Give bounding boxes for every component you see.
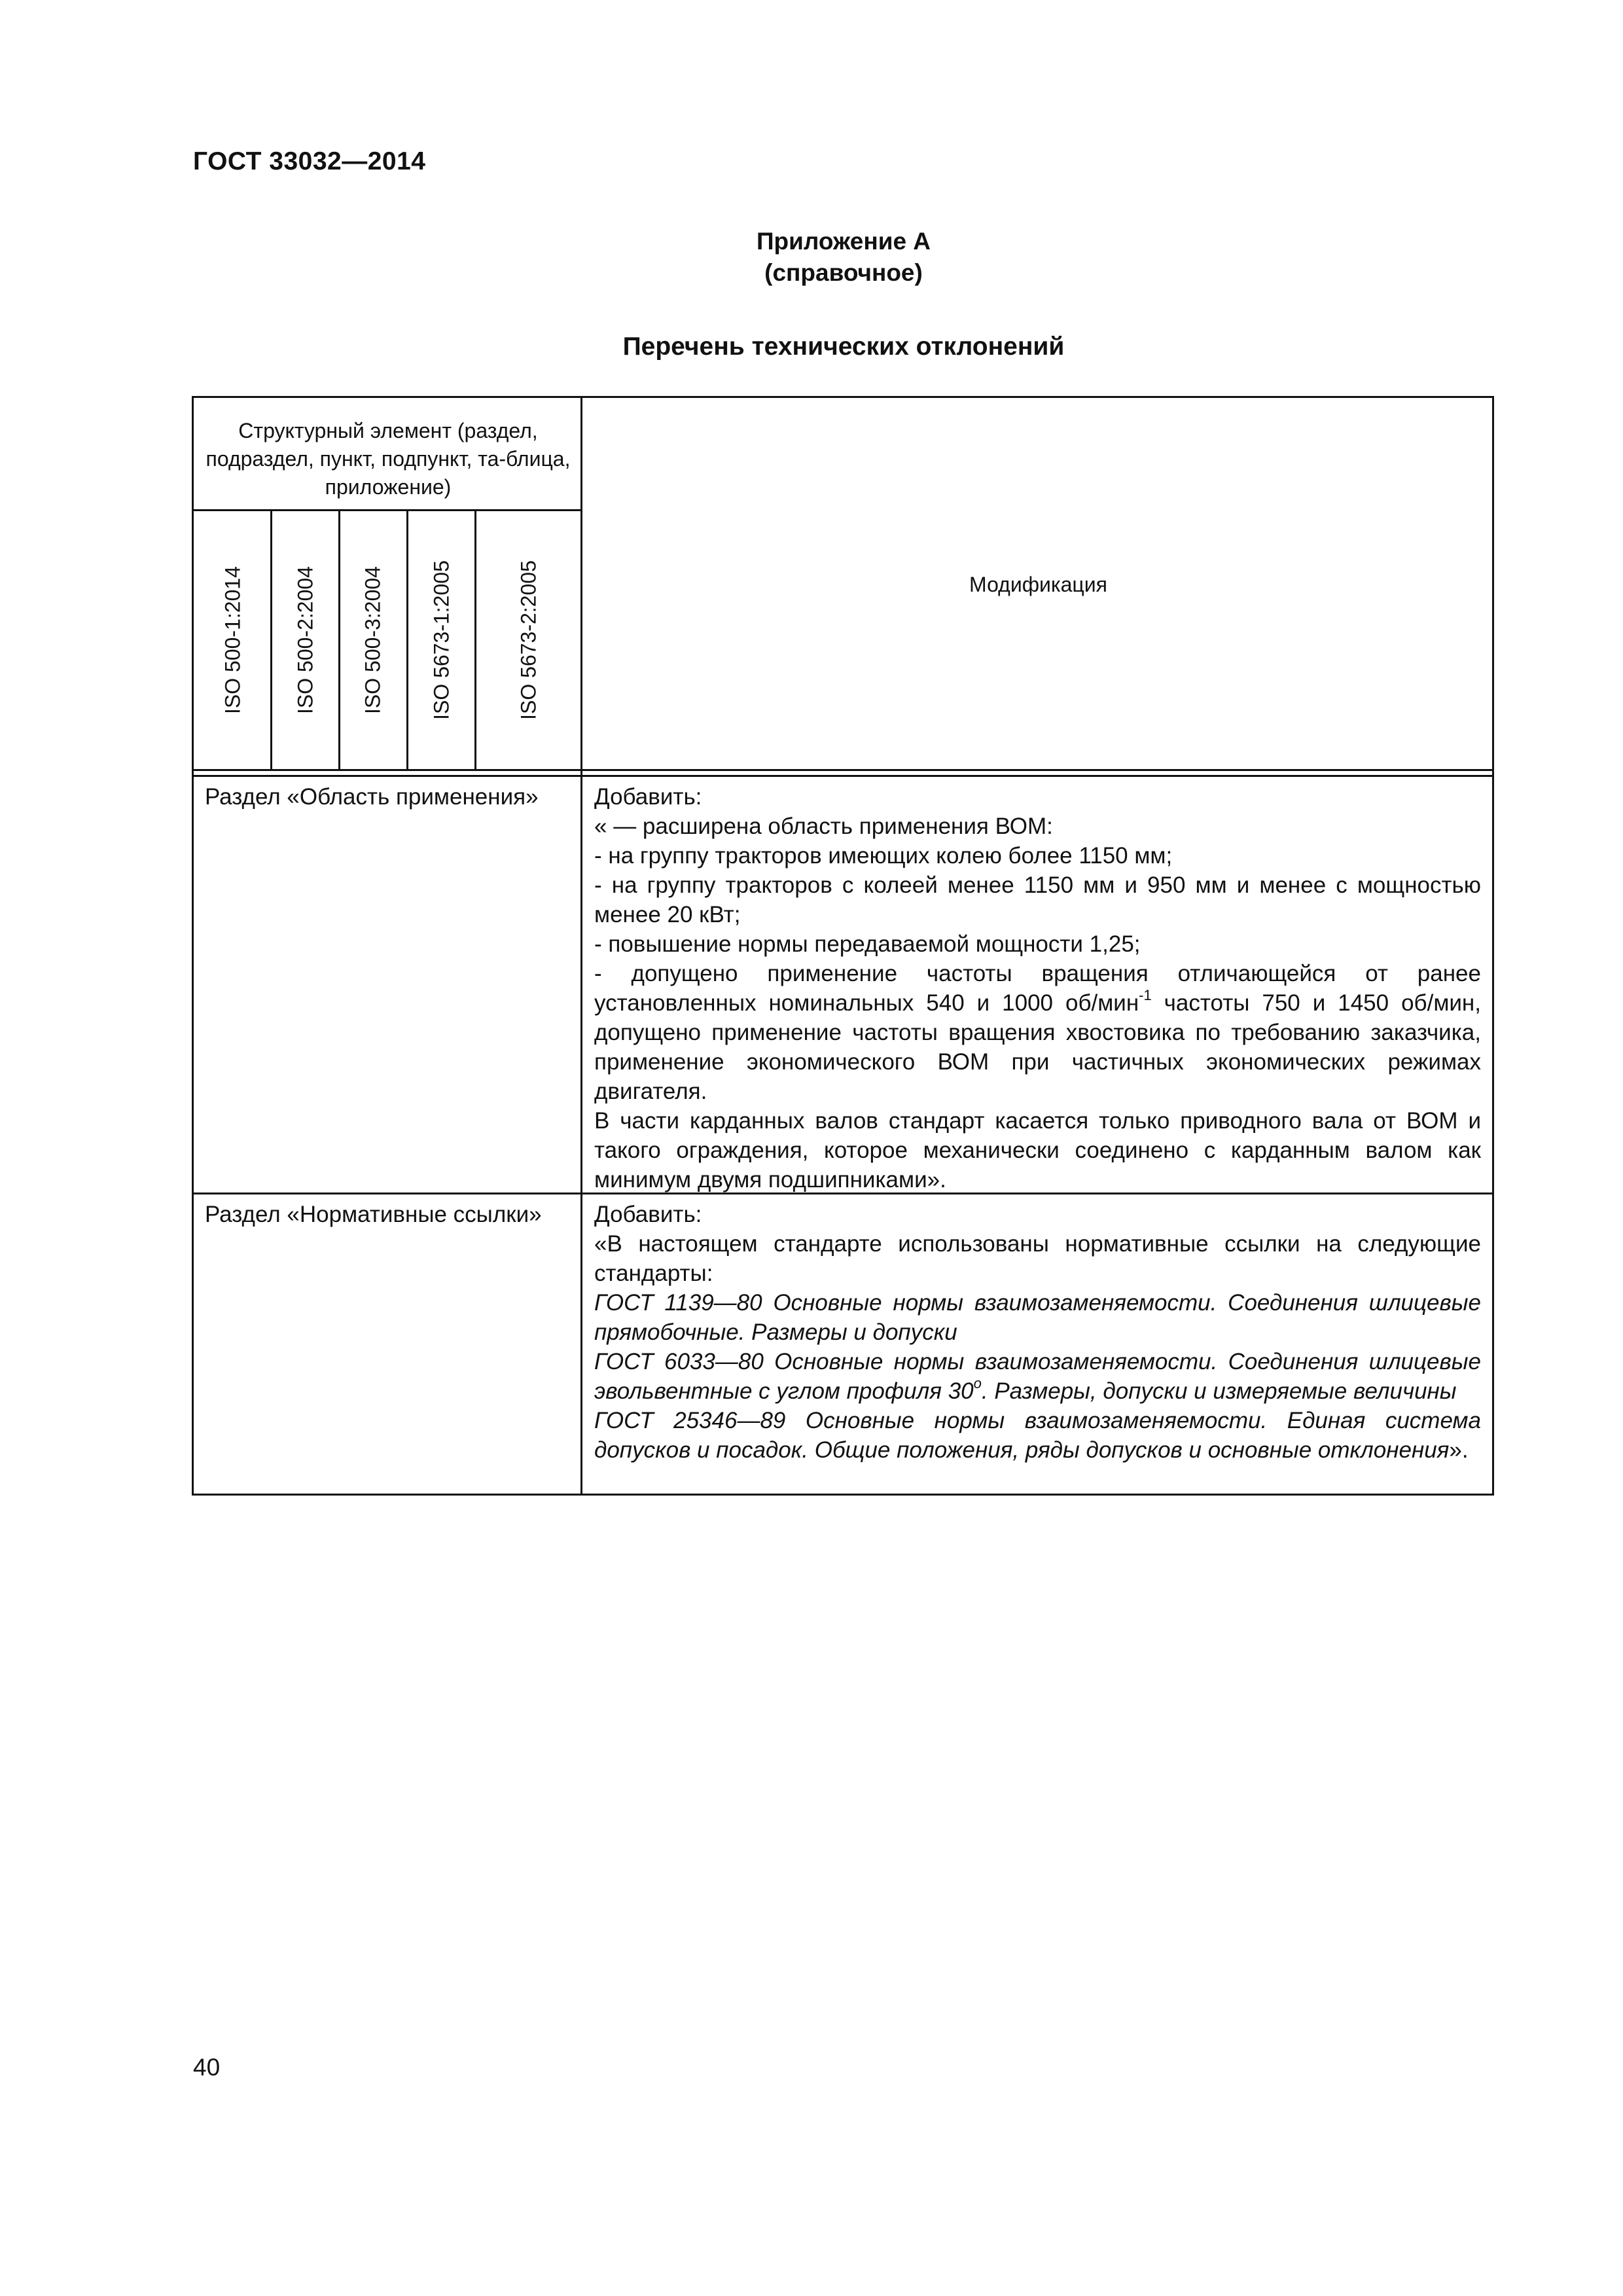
- row1-line5-end: частоты 750 и 1450 об/мин, допущено применение частоты вращения хвостовика по требованию заказчика, применение экономического ВОМ при частичных экономических режимах двигателя.: [594, 990, 1481, 1104]
- std-col-divider-4: [474, 509, 476, 771]
- header-subdivider: [192, 509, 582, 511]
- row1-line3: - на группу тракторов с колеей менее 1150 мм и 950 мм и менее с мощностью менее 20 кВт;: [594, 872, 1481, 927]
- row2-intro: «В настоящем стандарте использованы нормативные ссылки на следующие стандарты:: [594, 1231, 1481, 1286]
- row2-ref2-start: ГОСТ 6033—80 Основные нормы взаимозаменяемости. Соединения шлицевые эвольвентные с углом профиля 30: [594, 1349, 1481, 1404]
- row2-element: Раздел «Нормативные ссылки»: [205, 1202, 542, 1227]
- page-number: 40: [193, 2054, 221, 2081]
- appendix-title-line2: (справочное): [764, 259, 923, 286]
- row2-ref2-superscript: о: [973, 1375, 982, 1392]
- row1-line2: - на группу тракторов имеющих колею более 1150 мм;: [594, 843, 1173, 869]
- table-title: Перечень технических отклонений: [622, 332, 1065, 361]
- standard-label: ISO 5673-2:2005: [516, 560, 541, 720]
- std-col-divider-3: [406, 509, 408, 771]
- row1-line5-superscript: -1: [1139, 987, 1152, 1004]
- standard-label: ISO 500-3:2004: [361, 565, 385, 714]
- row1-line1: « — расширена область применения ВОМ:: [594, 814, 1053, 839]
- header-modification: Модификация: [969, 573, 1107, 596]
- header-structural-element: Структурный элемент (раздел, подраздел, пункт, подпункт, та-блица, приложение): [205, 419, 571, 499]
- row2-ref2: [594, 1347, 1481, 1406]
- row2-ref1: ГОСТ 1139—80 Основные нормы взаимозаменяемости. Соединения шлицевые прямобочные. Размеры и допуски: [594, 1290, 1481, 1345]
- row2-ref2-end: . Размеры, допуски и измеряемые величины: [981, 1378, 1457, 1404]
- row1-element: Раздел «Область применения»: [205, 784, 539, 810]
- row1-line6: В части карданных валов стандарт касается только приводного вала от ВОМ и такого ограждения, которое механически соединено с карданным валом как минимум двумя подшипниками».: [594, 1108, 1481, 1193]
- row2-modification: [594, 1200, 1481, 1465]
- row2-add: Добавить:: [594, 1202, 702, 1227]
- row1-line5: [594, 959, 1481, 1106]
- header-bottom-line-1: [192, 769, 1494, 771]
- row1-line4: - повышение нормы передаваемой мощности 1,25;: [594, 931, 1141, 957]
- row2-ref3-end: ».: [1449, 1437, 1469, 1463]
- row1-add: Добавить:: [594, 784, 702, 810]
- row2-ref3-text: ГОСТ 25346—89 Основные нормы взаимозаменяемости. Единая система допусков и посадок. Общие положения, ряды допусков и основные отклонения: [594, 1408, 1481, 1463]
- row1-modification: [594, 782, 1481, 1194]
- std-col-divider-1: [270, 509, 272, 771]
- row2-ref3: [594, 1406, 1481, 1465]
- table-column-divider: [580, 396, 582, 1496]
- standard-label: ISO 5673-1:2005: [429, 560, 454, 720]
- appendix-title: [0, 226, 1623, 289]
- appendix-title-line1: Приложение А: [756, 228, 931, 255]
- std-col-divider-2: [338, 509, 340, 771]
- document-code: ГОСТ 33032—2014: [193, 147, 426, 175]
- standard-label: ISO 500-1:2014: [221, 565, 245, 714]
- header-bottom-line-2: [192, 775, 1494, 777]
- row1-line5-start: - допущено применение частоты вращения отличающейся от ранее установленных номинальных 540 и 1000 об/мин: [594, 961, 1481, 1016]
- standard-label: ISO 500-2:2004: [293, 565, 317, 714]
